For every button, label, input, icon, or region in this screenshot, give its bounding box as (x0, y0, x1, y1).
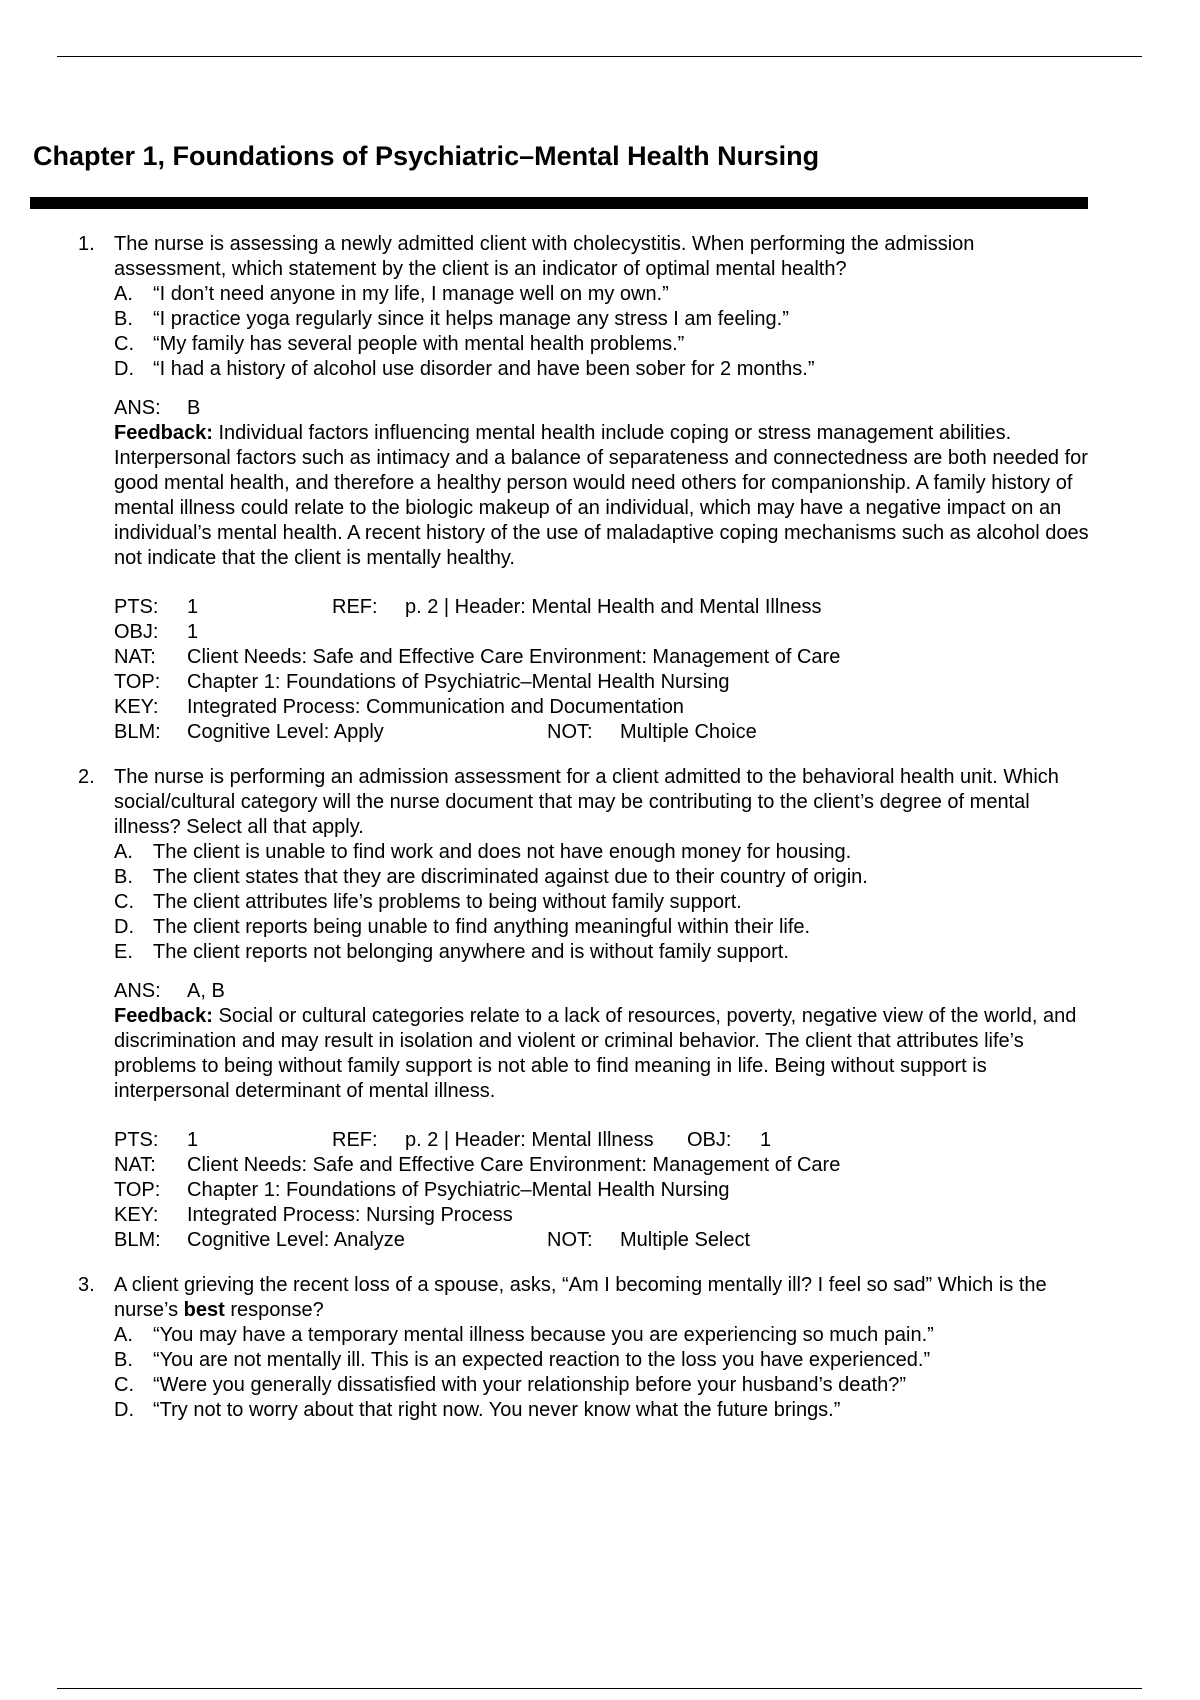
answer-label: ANS: (114, 397, 161, 419)
meta-pts-label: PTS: (114, 1129, 159, 1151)
meta-blm-label: BLM: (114, 721, 161, 743)
question-2 (0, 765, 1200, 1253)
meta-row-pts-ref (114, 595, 1089, 620)
meta-pts-value: 1 (187, 1129, 199, 1151)
option-letter: A. (114, 283, 133, 305)
option-a (114, 1323, 1089, 1348)
meta-obj-value: 1 (760, 1129, 772, 1151)
option-letter: D. (114, 358, 134, 380)
option-letter: D. (114, 916, 134, 938)
bottom-rule (57, 1688, 1142, 1689)
question-metadata (114, 595, 1089, 745)
meta-nat-value: Client Needs: Safe and Effective Care Environment: Management of Care (187, 1154, 841, 1176)
option-b (114, 307, 1089, 332)
meta-ref-label: REF: (332, 596, 378, 618)
option-text: “My family has several people with mental health problems.” (153, 333, 685, 355)
question-list (0, 232, 1200, 1423)
option-letter: C. (114, 891, 134, 913)
meta-obj-label: OBJ: (687, 1129, 732, 1151)
feedback-label: Feedback: (114, 422, 213, 444)
option-text: “Were you generally dissatisfied with your relationship before your husband’s death?” (153, 1374, 907, 1396)
meta-nat-value: Client Needs: Safe and Effective Care Environment: Management of Care (187, 646, 841, 668)
option-b (114, 1348, 1089, 1373)
option-text: “I don’t need anyone in my life, I manage well on my own.” (153, 283, 669, 305)
meta-row-key (114, 695, 1089, 720)
feedback-paragraph (114, 421, 1089, 571)
meta-row-blm-not (114, 1228, 1089, 1253)
question-3 (0, 1273, 1200, 1423)
meta-row-obj (114, 620, 1089, 645)
question-body (114, 765, 1089, 1253)
answer-label: ANS: (114, 980, 161, 1002)
question-stem: The nurse is assessing a newly admitted client with cholecystitis. When performing the admission assessment, which statement by the client is an indicator of optimal mental health? (114, 233, 975, 280)
meta-row-nat (114, 645, 1089, 670)
meta-obj-value: 1 (187, 621, 199, 643)
meta-key-value: Integrated Process: Nursing Process (187, 1204, 513, 1226)
option-list (114, 282, 1089, 382)
answer-value: B (187, 397, 201, 419)
option-c (114, 1373, 1089, 1398)
meta-key-label: KEY: (114, 696, 159, 718)
feedback-paragraph (114, 1004, 1089, 1104)
question-number: 1. (78, 233, 95, 255)
option-list (114, 1323, 1089, 1423)
option-letter: B. (114, 866, 133, 888)
meta-top-label: TOP: (114, 1179, 161, 1201)
meta-top-value: Chapter 1: Foundations of Psychiatric–Mental Health Nursing (187, 1179, 730, 1201)
question-body (114, 232, 1089, 745)
answer-value: A, B (187, 980, 225, 1002)
meta-top-label: TOP: (114, 671, 161, 693)
meta-ref-label: REF: (332, 1129, 378, 1151)
meta-nat-label: NAT: (114, 646, 156, 668)
question-1 (0, 232, 1200, 745)
meta-blm-value: Cognitive Level: Apply (187, 721, 384, 743)
meta-not-label: NOT: (547, 1229, 593, 1251)
option-letter: E. (114, 941, 133, 963)
question-metadata (114, 1128, 1089, 1253)
option-text: The client reports not belonging anywhere and is without family support. (153, 941, 789, 963)
option-letter: C. (114, 333, 134, 355)
option-letter: A. (114, 1324, 133, 1346)
question-number: 2. (78, 766, 95, 788)
meta-top-value: Chapter 1: Foundations of Psychiatric–Mental Health Nursing (187, 671, 730, 693)
stem-text: A client grieving the recent loss of a spouse, asks, “Am I becoming mentally ill? I feel so sad” Which is the nurse’s (114, 1274, 1047, 1321)
option-a (114, 282, 1089, 307)
option-b (114, 865, 1089, 890)
meta-row-pts-ref-obj (114, 1128, 1089, 1153)
option-letter: D. (114, 1399, 134, 1421)
meta-pts-value: 1 (187, 596, 199, 618)
option-c (114, 332, 1089, 357)
option-e (114, 940, 1089, 965)
option-a (114, 840, 1089, 865)
option-d (114, 1398, 1089, 1423)
answer-line (114, 396, 1089, 421)
option-text: The client attributes life’s problems to being without family support. (153, 891, 742, 913)
meta-nat-label: NAT: (114, 1154, 156, 1176)
option-letter: A. (114, 841, 133, 863)
top-rule (57, 56, 1142, 57)
stem-emphasis: best (183, 1299, 225, 1321)
meta-row-top (114, 1178, 1089, 1203)
option-text: The client is unable to find work and does not have enough money for housing. (153, 841, 852, 863)
meta-key-label: KEY: (114, 1204, 159, 1226)
option-letter: C. (114, 1374, 134, 1396)
question-stem: The nurse is performing an admission assessment for a client admitted to the behavioral health unit. Which social/cultural category will the nurse document that may be contributing to the client’s degree of mental illness? Select all that apply. (114, 766, 1059, 838)
meta-row-top (114, 670, 1089, 695)
feedback-text: Individual factors influencing mental health include coping or stress management abilities. Interpersonal factors such as intimacy and a balance of separateness and connectedness are both needed for good mental health, and therefore a healthy person would need others for companionship. A family history of mental illness could relate to the biologic makeup of an individual, which may have a negative impact on an individual’s mental health. A recent history of the use of maladaptive coping mechanisms such as alcohol does not indicate that the client is mentally healthy. (114, 422, 1089, 569)
option-text: “You are not mentally ill. This is an expected reaction to the loss you have experienced.” (153, 1349, 931, 1371)
meta-not-value: Multiple Select (620, 1229, 751, 1251)
option-letter: B. (114, 1349, 133, 1371)
page-title: Chapter 1, Foundations of Psychiatric–Mental Health Nursing (33, 141, 820, 171)
meta-blm-value: Cognitive Level: Analyze (187, 1229, 405, 1251)
option-text: “I had a history of alcohol use disorder and have been sober for 2 months.” (153, 358, 815, 380)
option-text: The client states that they are discriminated against due to their country of origin. (153, 866, 868, 888)
option-d (114, 915, 1089, 940)
meta-key-value: Integrated Process: Communication and Documentation (187, 696, 684, 718)
meta-row-key (114, 1203, 1089, 1228)
meta-not-value: Multiple Choice (620, 721, 757, 743)
meta-ref-value: p. 2 | Header: Mental Illness (405, 1129, 654, 1151)
option-letter: B. (114, 308, 133, 330)
meta-blm-label: BLM: (114, 1229, 161, 1251)
option-text: The client reports being unable to find anything meaningful within their life. (153, 916, 811, 938)
feedback-text: Social or cultural categories relate to a lack of resources, poverty, negative view of the world, and discrimination and may result in isolation and violent or criminal behavior. The client that attributes life’s problems to being without family support is not able to find meaning in life. Being without support is interpersonal determinant of mental illness. (114, 1005, 1077, 1102)
option-list (114, 840, 1089, 965)
meta-obj-label: OBJ: (114, 621, 159, 643)
stem-text-end: response? (224, 1299, 324, 1321)
option-c (114, 890, 1089, 915)
option-text: “I practice yoga regularly since it helps manage any stress I am feeling.” (153, 308, 789, 330)
option-text: “You may have a temporary mental illness because you are experiencing so much pain.” (153, 1324, 934, 1346)
answer-line (114, 979, 1089, 1004)
title-underline-bar (30, 197, 1088, 209)
meta-not-label: NOT: (547, 721, 593, 743)
meta-row-blm-not (114, 720, 1089, 745)
feedback-label: Feedback: (114, 1005, 213, 1027)
question-number: 3. (78, 1274, 95, 1296)
meta-ref-value: p. 2 | Header: Mental Health and Mental Illness (405, 596, 822, 618)
meta-row-nat (114, 1153, 1089, 1178)
meta-pts-label: PTS: (114, 596, 159, 618)
option-text: “Try not to worry about that right now. You never know what the future brings.” (153, 1399, 841, 1421)
option-d (114, 357, 1089, 382)
question-stem (114, 1273, 1089, 1323)
question-body (114, 1273, 1089, 1423)
